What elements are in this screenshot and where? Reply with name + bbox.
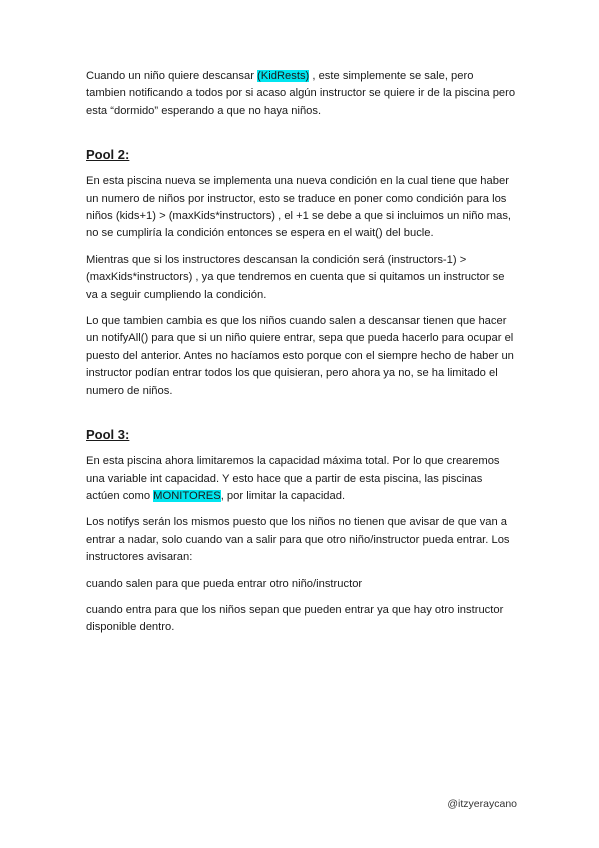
pool3-paragraph-4: cuando entra para que los niños sepan que pueden entrar ya que hay otro instructor disponible dentro.: [86, 603, 504, 634]
pool2-paragraph-1: En esta piscina nueva se implementa una nueva condición en la cual tiene que haber un numero de niños por instructor, esto se traduce en poner como condición para los niños (kids+1) > (maxKids*instructors) , el +1 se debe a que si incluimos un niño mas, no se cumpliría la condición entonces se espera en el wait() del bucle.: [86, 175, 512, 240]
intro-paragraph: [86, 68, 516, 120]
intro-text-before: Cuando un niño quiere descansar: [86, 70, 258, 82]
document-body: [86, 68, 516, 637]
author-footer: @itzyeraycano: [447, 798, 517, 810]
pool3-paragraph-1: [86, 453, 516, 505]
pool3-p1-before: En esta piscina ahora limitaremos la capacidad máxima total. Por lo que crearemos una variable int capacidad. Y esto hace que a partir de esta piscina, las piscinas actúen como: [86, 455, 500, 502]
pool3-p1-after: , por limitar la capacidad.: [220, 489, 346, 502]
pool2-heading: Pool 2:: [86, 147, 130, 163]
pool3-paragraph-2: Los notifys serán los mismos puesto que los niños no tienen que avisar de que van a entrar a nadar, solo cuando van a salir para que otro niño/instructor pueda entrar. Los instructores avisaran:: [86, 516, 510, 564]
pool3-highlight: MONITORES: [153, 489, 221, 502]
intro-text-after: , este simplemente se sale, pero tambien notificando a todos por si acaso algún instructor se quiere ir de la piscina pero esta “dormido” esperando a que no haya niños.: [86, 70, 516, 117]
pool3-heading: Pool 3:: [86, 427, 130, 443]
pool2-paragraph-3: Lo que tambien cambia es que los niños cuando salen a descansar tienen que hacer un notifyAll() para que si un niño quiere entrar, sepa que pueda hacerlo para ocupar el puesto del anterior. Antes no hacíamos esto porque con el siempre hecho de haber un instructor podían entrar todos los que quisieran, pero ahora ya no, se ha limitado el numero de niños.: [86, 315, 514, 397]
pool3-paragraph-3: cuando salen para que pueda entrar otro niño/instructor: [86, 577, 363, 590]
pool2-paragraph-2: Mientras que si los instructores descansan la condición será (instructors-1) > (maxKids*instructors) , ya que tendremos en cuenta que si quitamos un instructor se va a seguir cumpliendo la condición.: [86, 253, 505, 301]
intro-highlight: (KidRests): [257, 70, 310, 82]
